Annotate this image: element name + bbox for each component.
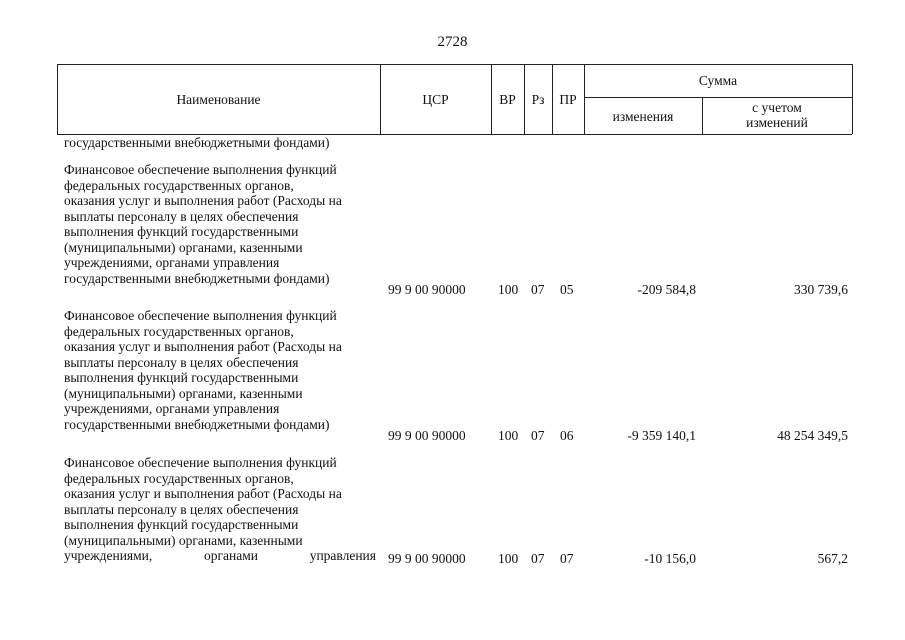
- row-name-line: (муниципальными) органами, казенными: [64, 239, 303, 255]
- row-name-line: Финансовое обеспечение выполнения функций: [64, 308, 337, 323]
- row-name-line: учреждениями, органами управления: [64, 255, 280, 270]
- row-name-line: оказания услуг и выполнения работ (Расходы на: [64, 339, 342, 354]
- row-change: -10 156,0: [644, 551, 696, 566]
- row-change: -209 584,8: [637, 282, 696, 297]
- row-csr: 99 9 00 90000: [388, 282, 466, 297]
- table-col-divider-total: [702, 97, 703, 134]
- row-name: [64, 455, 376, 564]
- row-name-line: государственными внебюджетными фондами): [64, 270, 330, 286]
- row-vr: 100: [498, 428, 519, 443]
- row-vr: 100: [498, 551, 519, 566]
- row-name-line: выплаты персоналу в целях обеспечения: [64, 354, 299, 370]
- header-sum: Сумма: [698, 73, 738, 88]
- row-name-line: оказания услуг и выполнения работ (Расходы на: [64, 486, 342, 501]
- row-name-line: выполнения функций государственными: [64, 224, 299, 239]
- header-vr: ВР: [499, 92, 516, 107]
- row-change: -9 359 140,1: [627, 428, 696, 443]
- row-name-line: Финансовое обеспечение выполнения функций: [64, 455, 337, 470]
- row-rz: 07: [531, 428, 545, 443]
- page-number: 2728: [437, 34, 468, 50]
- row-name-line: федеральных государственных органов,: [64, 323, 294, 339]
- table-header-top-border: [57, 64, 852, 65]
- table-header-sum-divider: [584, 97, 852, 98]
- row-name-line: выполнения функций государственными: [64, 370, 299, 385]
- row-name-line: федеральных государственных органов,: [64, 470, 294, 486]
- row-pr: 07: [560, 551, 574, 566]
- row-name-line: федеральных государственных органов,: [64, 177, 294, 193]
- header-change: изменения: [612, 109, 674, 124]
- row-pr: 05: [560, 282, 574, 297]
- header-with-change: с учетом изменений: [746, 100, 808, 130]
- header-rz: Рз: [531, 92, 545, 107]
- row-rz: 07: [531, 551, 545, 566]
- row-csr: 99 9 00 90000: [388, 551, 466, 566]
- header-pr: ПР: [559, 92, 577, 107]
- row-total: 567,2: [817, 551, 848, 566]
- header-name: Наименование: [176, 92, 261, 107]
- row-rz: 07: [531, 282, 545, 297]
- table-border-right: [852, 64, 853, 134]
- row-name-line: Финансовое обеспечение выполнения функций: [64, 162, 337, 177]
- row-total: 48 254 349,5: [777, 428, 848, 443]
- row-name-line: учреждениями, органами управления: [64, 401, 280, 416]
- row-name-line: оказания услуг и выполнения работ (Расходы на: [64, 193, 342, 208]
- row-total: 330 739,6: [794, 282, 848, 297]
- row-name-line: выплаты персоналу в целях обеспечения: [64, 208, 299, 224]
- row-name-line: учреждениями, органами управления: [64, 548, 376, 563]
- row-name-line: (муниципальными) органами, казенными: [64, 532, 303, 548]
- row-name-line: выплаты персоналу в целях обеспечения: [64, 501, 299, 517]
- row-vr: 100: [498, 282, 519, 297]
- row-pr: 06: [560, 428, 574, 443]
- header-csr: ЦСР: [422, 92, 449, 107]
- row-name: [64, 162, 376, 286]
- row-name-line: выполнения функций государственными: [64, 517, 299, 532]
- row-name-line: государственными внебюджетными фондами): [64, 416, 330, 432]
- row-csr: 99 9 00 90000: [388, 428, 466, 443]
- continuation-text: государственными внебюджетными фондами): [64, 135, 330, 150]
- row-name: [64, 308, 376, 432]
- row-name-line: (муниципальными) органами, казенными: [64, 385, 303, 401]
